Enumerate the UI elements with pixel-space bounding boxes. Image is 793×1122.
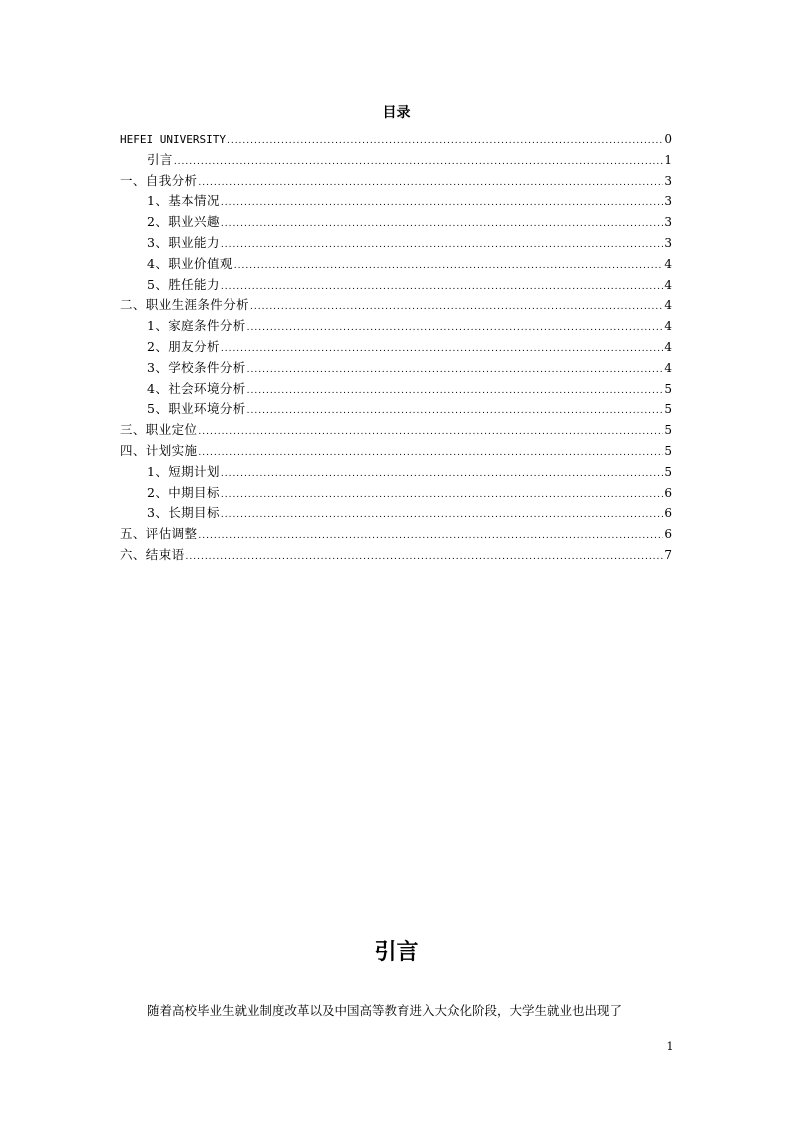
toc-entry-page: 7: [664, 547, 672, 562]
toc-entry-page: 4: [664, 319, 672, 334]
toc-leader-dots: [247, 401, 664, 422]
toc-leader-dots: [234, 256, 664, 277]
toc-entry-page: 4: [664, 256, 672, 271]
toc-entry-evaluation[interactable]: [120, 524, 672, 545]
toc-leader-dots: [198, 173, 663, 194]
toc-entry-career-ability[interactable]: [120, 233, 672, 254]
toc-leader-dots: [227, 131, 663, 152]
toc-entry-page: 3: [664, 173, 672, 188]
toc-entry-page: 5: [664, 402, 672, 417]
toc-entry-page: 4: [664, 298, 672, 313]
toc-entry-page: 1: [664, 152, 672, 167]
toc-entry-page: 6: [664, 527, 672, 542]
toc-entry-label: 六、结束语: [120, 546, 185, 562]
toc-entry-career-conditions[interactable]: [120, 295, 672, 316]
section-heading-introduction: 引言: [374, 940, 419, 965]
toc-entry-page: 4: [664, 277, 672, 292]
toc-leader-dots: [250, 297, 663, 318]
toc-entry-hefei-university[interactable]: [120, 129, 672, 150]
toc-entry-conclusion[interactable]: [120, 545, 672, 566]
toc-entry-page: 5: [664, 423, 672, 438]
toc-leader-dots: [174, 152, 664, 173]
toc-entry-label: 3、长期目标: [147, 505, 220, 521]
toc-entry-career-interest[interactable]: [120, 212, 672, 233]
toc-entry-plan-implementation[interactable]: [120, 441, 672, 462]
toc-entry-label: 4、社会环境分析: [147, 380, 246, 396]
toc-leader-dots: [221, 214, 664, 235]
body-paragraph: 随着高校毕业生就业制度改革以及中国高等教育进入大众化阶段，大学生就业也出现了: [147, 1003, 623, 1018]
toc-entry-career-environment[interactable]: [120, 399, 672, 420]
toc-entry-page: 5: [664, 443, 672, 458]
toc-entry-page: 4: [664, 360, 672, 375]
toc-entry-label: 2、朋友分析: [147, 338, 220, 354]
toc-entry-family-analysis[interactable]: [120, 316, 672, 337]
toc-entry-social-environment[interactable]: [120, 379, 672, 400]
toc-leader-dots: [221, 339, 664, 360]
toc-entry-label: 二、职业生涯条件分析: [120, 297, 250, 313]
toc-entry-label: 五、评估调整: [120, 526, 198, 542]
toc-entry-page: 6: [664, 485, 672, 500]
toc-entry-page: 0: [664, 132, 672, 146]
toc-entry-school-analysis[interactable]: [120, 358, 672, 379]
toc-leader-dots: [221, 193, 664, 214]
toc-entry-label: 四、计划实施: [120, 442, 198, 458]
toc-entry-label: HEFEI UNIVERSITY: [120, 133, 226, 146]
toc-entry-label: 1、基本情况: [147, 193, 220, 209]
toc-entry-friend-analysis[interactable]: [120, 337, 672, 358]
toc-leader-dots: [198, 422, 663, 443]
toc-entry-page: 4: [664, 339, 672, 354]
toc-leader-dots: [247, 381, 664, 402]
toc-leader-dots: [186, 547, 664, 568]
toc-entry-label: 3、职业能力: [147, 234, 220, 250]
toc-entry-label: 5、职业环境分析: [147, 401, 246, 417]
toc-entry-mid-term-goal[interactable]: [120, 483, 672, 504]
table-of-contents: [120, 129, 672, 566]
toc-entry-short-term-plan[interactable]: [120, 462, 672, 483]
toc-entry-page: 3: [664, 194, 672, 209]
toc-entry-basic-info[interactable]: [120, 191, 672, 212]
toc-entry-competency[interactable]: [120, 275, 672, 296]
toc-leader-dots: [221, 505, 664, 526]
toc-entry-label: 1、短期计划: [147, 463, 220, 479]
toc-entry-label: 一、自我分析: [120, 172, 198, 188]
toc-title: 目录: [382, 105, 411, 121]
toc-entry-page: 3: [664, 235, 672, 250]
toc-entry-label: 4、职业价值观: [147, 255, 233, 271]
toc-entry-label: 3、学校条件分析: [147, 359, 246, 375]
toc-entry-career-positioning[interactable]: [120, 420, 672, 441]
toc-entry-page: 6: [664, 506, 672, 521]
toc-leader-dots: [221, 464, 664, 485]
toc-entry-long-term-goal[interactable]: [120, 503, 672, 524]
toc-entry-label: 引言: [147, 151, 173, 167]
toc-entry-label: 5、胜任能力: [147, 276, 220, 292]
toc-entry-introduction[interactable]: [120, 150, 672, 171]
toc-entry-label: 1、家庭条件分析: [147, 318, 246, 334]
toc-entry-career-values[interactable]: [120, 254, 672, 275]
toc-entry-label: 三、职业定位: [120, 422, 198, 438]
toc-entry-page: 3: [664, 215, 672, 230]
toc-leader-dots: [221, 235, 664, 256]
toc-leader-dots: [221, 277, 664, 298]
toc-leader-dots: [198, 443, 663, 464]
toc-entry-label: 2、职业兴趣: [147, 214, 220, 230]
toc-leader-dots: [247, 360, 664, 381]
toc-leader-dots: [221, 485, 664, 506]
toc-leader-dots: [198, 526, 663, 547]
toc-leader-dots: [247, 318, 664, 339]
page-number: 1: [666, 1040, 674, 1053]
toc-entry-self-analysis[interactable]: [120, 171, 672, 192]
toc-entry-page: 5: [664, 464, 672, 479]
toc-entry-label: 2、中期目标: [147, 484, 220, 500]
toc-entry-page: 5: [664, 381, 672, 396]
